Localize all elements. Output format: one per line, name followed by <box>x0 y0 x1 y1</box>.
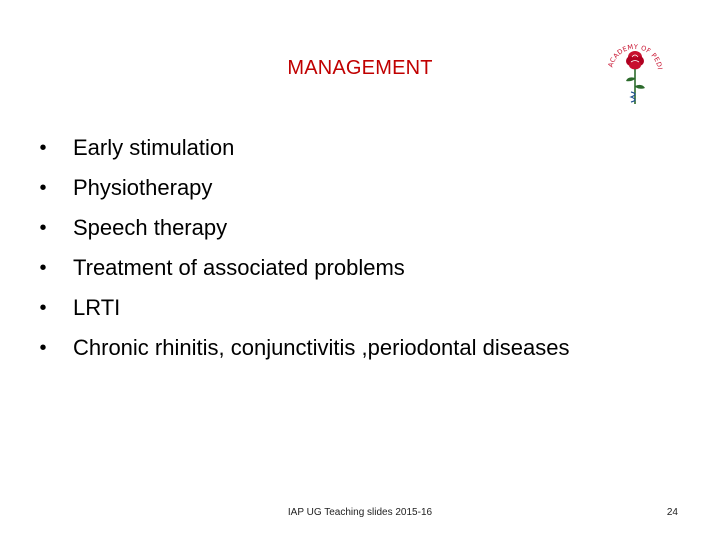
bullet-text: Treatment of associated problems <box>73 255 405 280</box>
bullet-icon: • <box>39 297 47 319</box>
bullet-icon: • <box>39 257 47 279</box>
page-number: 24 <box>666 507 678 518</box>
bullet-icon: • <box>39 337 47 359</box>
slide-footer: IAP UG Teaching slides 2015-16 <box>287 507 433 518</box>
bullet-icon: • <box>39 217 47 239</box>
iap-logo <box>600 32 670 110</box>
rose-emblem-icon <box>626 51 645 104</box>
slide-title: MANAGEMENT <box>287 57 433 79</box>
bullet-text: Chronic rhinitis, conjunctivitis ,periodontal diseases <box>73 335 570 360</box>
bullet-text: Early stimulation <box>73 135 235 160</box>
logo-text: ACADEMY OF PEDI <box>606 42 664 71</box>
bullet-text: Speech therapy <box>73 215 228 240</box>
bullet-text: LRTI <box>73 295 121 320</box>
bullet-icon: • <box>39 177 47 199</box>
bullet-icon: • <box>39 137 47 159</box>
bullet-text: Physiotherapy <box>73 175 213 200</box>
